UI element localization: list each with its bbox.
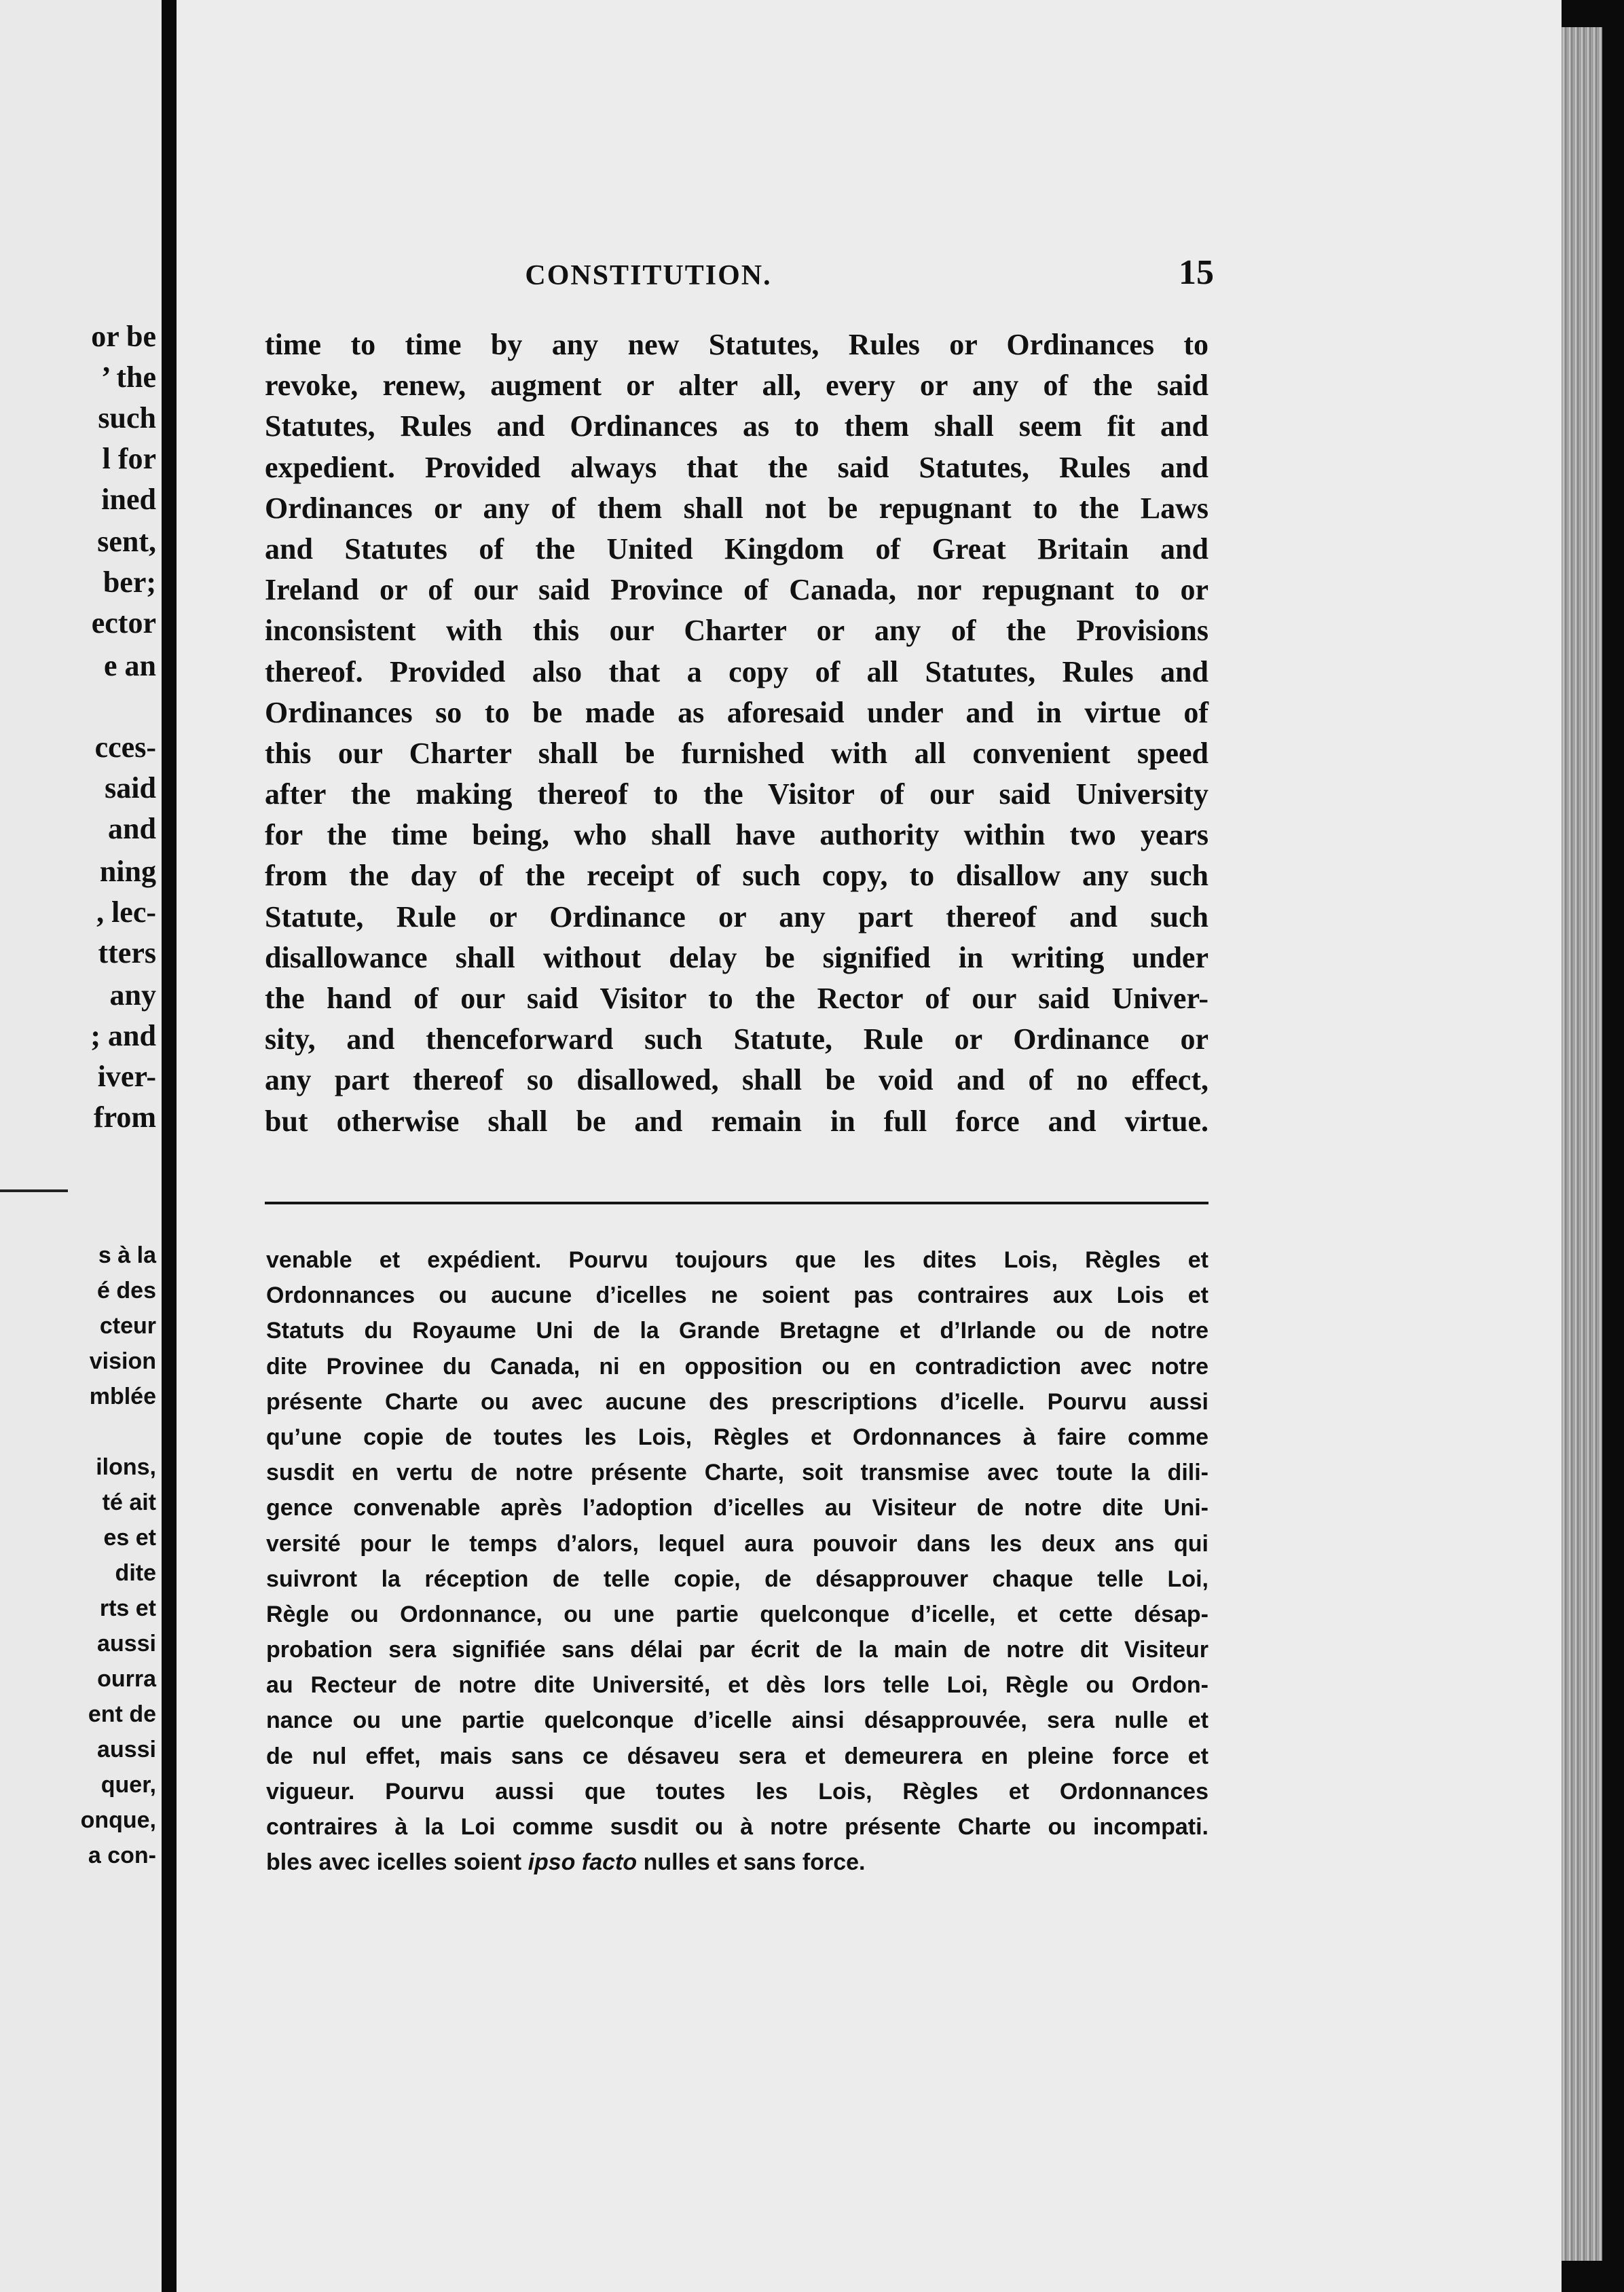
english-text-line: any part thereof so disallowed, shall be void and of no effect, [265, 1063, 1208, 1097]
facing-page-line: l for [102, 442, 156, 475]
english-text-line: expedient. Provided always that the said Statutes, Rules and [265, 450, 1208, 484]
facing-page-line: a con- [88, 1843, 156, 1868]
facing-page-line: ; and [90, 1019, 156, 1052]
facing-page-line: aussi [97, 1631, 156, 1657]
facing-page-line: from [93, 1101, 156, 1134]
english-text-line: Ordinances so to be made as aforesaid under and in virtue of [265, 695, 1208, 729]
facing-page-line: or be [91, 320, 156, 353]
facing-page-line: dite [115, 1560, 156, 1586]
page-edges [1562, 27, 1602, 2261]
facing-page-line: es et [103, 1525, 156, 1551]
facing-page-line: quer, [100, 1772, 156, 1798]
english-text-line: sity, and thenceforward such Statute, Rule or Ordinance or [265, 1022, 1208, 1056]
english-text-line: from the day of the receipt of such copy, to disallow any such [265, 859, 1208, 893]
french-text-line: probation sera signifiée sans délai par écrit de la main de notre dit Visiteur [266, 1637, 1208, 1663]
english-text-line: for the time being, who shall have authority within two years [265, 818, 1208, 852]
facing-page-line: such [98, 401, 156, 435]
facing-page-line: iver- [97, 1060, 156, 1093]
french-text-line: de nul effet, mais sans ce désaveu sera et demeurera en pleine force et [266, 1743, 1208, 1769]
facing-page-line: ourra [97, 1666, 156, 1692]
facing-page-rule [0, 1189, 68, 1192]
facing-page-line: ector [91, 606, 156, 640]
facing-page-line: é des [97, 1278, 156, 1304]
english-text-line: Statutes, Rules and Ordinances as to them shall seem fit and [265, 409, 1208, 443]
facing-page-line: onque, [80, 1807, 156, 1833]
english-text-line: the hand of our said Visitor to the Rector of our said Univer- [265, 982, 1208, 1015]
facing-page-line: sent, [97, 525, 156, 558]
french-text-line: dite Provinee du Canada, ni en opposition ou en contradiction avec notre [266, 1353, 1208, 1380]
facing-page-line: cteur [99, 1313, 156, 1339]
facing-page-line: ’ the [100, 361, 156, 394]
facing-page-line: té ait [102, 1490, 156, 1515]
facing-page-fragment [0, 0, 162, 2292]
section-divider [265, 1202, 1208, 1204]
facing-page-line: ning [99, 855, 156, 888]
english-text-block [265, 325, 1208, 1142]
facing-page-line: and [108, 812, 156, 845]
facing-page-line: rts et [99, 1595, 156, 1621]
french-text-line: Ordonnances ou aucune d’icelles ne soient pas contraires aux Lois et [266, 1282, 1208, 1309]
french-text-line: susdit en vertu de notre présente Charte, soit transmise avec toute la dili- [266, 1460, 1208, 1486]
french-text-line: nance ou une partie quelconque d’icelle ainsi désapprouvée, sera nulle et [266, 1707, 1208, 1734]
english-text-line: disallowance shall without delay be signified in writing under [265, 940, 1208, 974]
french-text-line: vigueur. Pourvu aussi que toutes les Lois, Règles et Ordonnances [266, 1778, 1208, 1805]
french-text-line: présente Charte ou avec aucune des prescriptions d’icelle. Pourvu aussi [266, 1388, 1208, 1415]
french-text-line: suivront la réception de telle copie, de désapprouver chaque telle Loi, [266, 1566, 1208, 1592]
facing-page-line: vision [89, 1348, 156, 1374]
english-text-line: Ordinances or any of them shall not be repugnant to the Laws [265, 491, 1208, 525]
english-text-line: thereof. Provided also that a copy of all Statutes, Rules and [265, 654, 1208, 688]
italic-phrase: ipso facto [528, 1849, 638, 1876]
page-edges-shadow [1602, 0, 1624, 2292]
facing-page-line: s à la [98, 1242, 156, 1268]
french-text-line: Statuts du Royaume Uni de la Grande Bretagne et d’Irlande ou de notre [266, 1318, 1208, 1344]
facing-page-line: said [105, 771, 156, 805]
french-text-line: versité pour le temps d’alors, lequel aura pouvoir dans les deux ans qui [266, 1530, 1208, 1557]
page-number: 15 [1179, 253, 1214, 292]
english-text-line: inconsistent with this our Charter or any of the Provisions [265, 614, 1208, 648]
english-text-line: time to time by any new Statutes, Rules or Ordinances to [265, 328, 1208, 361]
english-text-line: this our Charter shall be furnished with all convenient speed [265, 736, 1208, 770]
french-text-line: au Recteur de notre dite Université, et dès lors telle Loi, Règle ou Ordon- [266, 1672, 1208, 1699]
facing-page-line: ent de [88, 1701, 156, 1727]
facing-page-line: ber; [103, 566, 156, 599]
facing-page-line: ilons, [96, 1454, 156, 1480]
french-text-line: qu’une copie de toutes les Lois, Règles et Ordonnances à faire comme [266, 1424, 1208, 1450]
french-text-line: venable et expédient. Pourvu toujours que les dites Lois, Règles et [266, 1247, 1208, 1273]
french-text-line: Règle ou Ordonnance, ou une partie quelconque d’icelle, et cette désap- [266, 1601, 1208, 1627]
english-text-line: Statute, Rule or Ordinance or any part thereof and such [265, 900, 1208, 934]
facing-page-line: ined [101, 483, 156, 516]
book-gutter [162, 0, 177, 2292]
facing-page-line: , lec- [96, 895, 156, 929]
running-head: CONSTITUTION. [525, 260, 772, 291]
facing-page-line: e an [104, 649, 156, 682]
french-text-block [266, 1242, 1208, 1880]
facing-page-line: any [109, 978, 156, 1012]
english-text-line: and Statutes of the United Kingdom of Great Britain and [265, 532, 1208, 566]
facing-page-line: mblée [89, 1384, 156, 1409]
french-text-line: contraires à la Loi comme susdit ou à notre présente Charte ou incompati. [266, 1814, 1208, 1840]
facing-page-line: tters [98, 936, 156, 969]
facing-page-line: cces- [94, 731, 156, 764]
french-text-line: gence convenable après l’adoption d’icelles au Visiteur de notre dite Uni- [266, 1495, 1208, 1521]
facing-page-line: aussi [97, 1737, 156, 1762]
french-text-line: bles avec icelles soient ipso facto nulles et sans force. [266, 1849, 866, 1876]
english-text-line: after the making thereof to the Visitor of our said University [265, 777, 1208, 811]
english-text-line: Ireland or of our said Province of Canada, nor repugnant to or [265, 573, 1208, 607]
english-text-line: but otherwise shall be and remain in full force and virtue. [265, 1104, 1208, 1138]
english-text-line: revoke, renew, augment or alter all, every or any of the said [265, 369, 1208, 403]
